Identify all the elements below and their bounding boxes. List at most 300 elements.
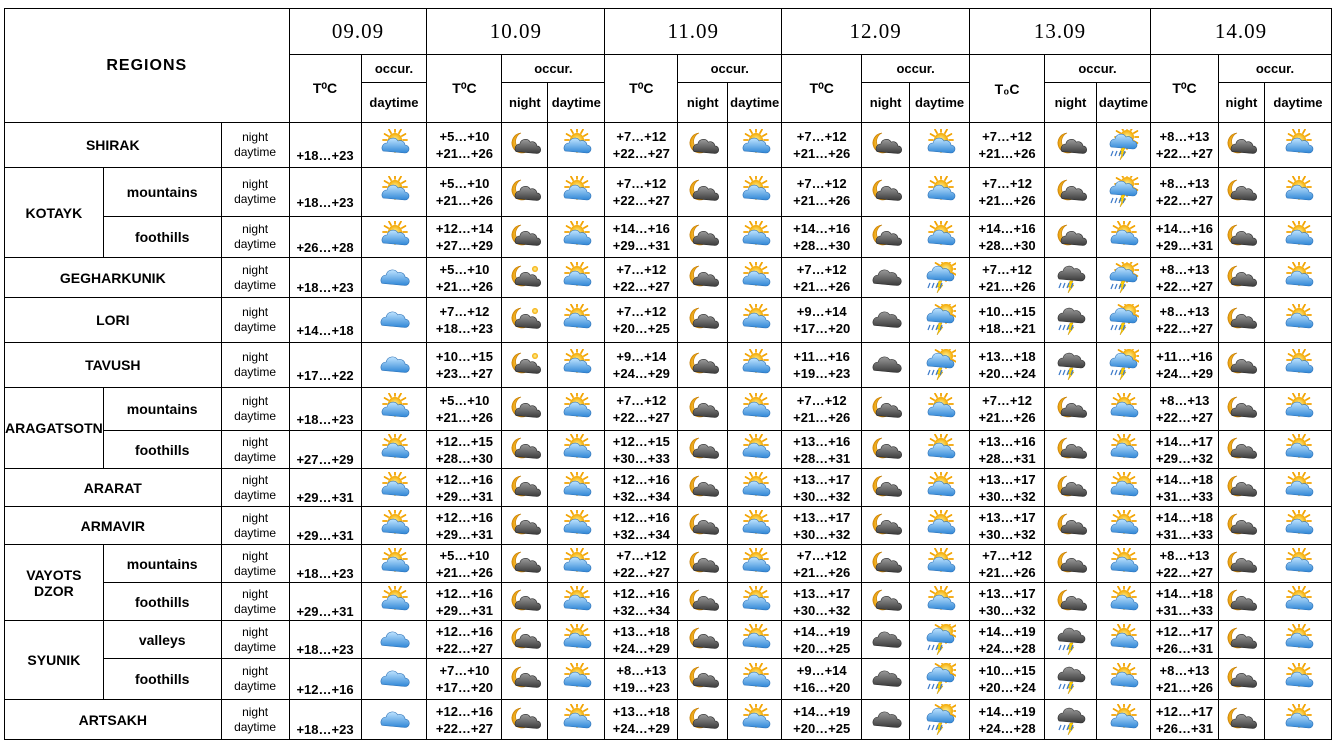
night-temp: +14…+19 <box>793 703 851 719</box>
night-weather-cell <box>862 507 910 545</box>
night-temp: +13…+18 <box>978 349 1036 364</box>
sun-cloud-icon <box>362 129 427 161</box>
day-weather-cell <box>1096 168 1150 217</box>
moon-cloud-icon <box>1045 393 1096 425</box>
moon-cloud-icon <box>1219 548 1264 580</box>
temp-cell: +18…+23 <box>289 168 361 217</box>
night-temp: +7…+10 <box>439 663 490 678</box>
day-temp: +22…+27 <box>612 146 670 161</box>
daytime-header: daytime <box>910 83 970 123</box>
night-label: night <box>242 548 269 563</box>
sun-cloud-icon <box>1265 349 1331 381</box>
sun-cloud-icon <box>548 548 604 580</box>
night-weather-cell <box>678 388 728 431</box>
dark-cloud-storm-icon <box>1045 262 1096 294</box>
day-temp: +30…+32 <box>793 488 851 504</box>
moon-cloud-icon <box>678 393 727 425</box>
sub-region-name: foothills <box>103 659 221 700</box>
moon-cloud-icon <box>678 221 727 253</box>
occur-header: occur. <box>502 55 605 83</box>
night-weather-cell <box>1045 298 1097 343</box>
moon-cloud-icon <box>502 704 547 736</box>
night-temp: +13…+17 <box>793 509 851 525</box>
sub-region-name: valleys <box>103 621 221 659</box>
night-label: night <box>242 624 269 639</box>
night-weather-cell <box>678 659 728 700</box>
night-weather-cell <box>502 168 548 217</box>
temp-cell <box>605 298 678 343</box>
night-weather-cell <box>1218 168 1264 217</box>
temp-cell <box>782 168 862 217</box>
temp-cell <box>970 469 1045 507</box>
moon-cloud-icon <box>862 510 909 542</box>
night-temp: +13…+17 <box>793 585 851 601</box>
day-temp: +21…+26 <box>435 193 493 208</box>
sun-cloud-icon <box>1097 704 1150 736</box>
temp-cell: +18…+23 <box>289 700 361 740</box>
day-weather-cell <box>548 298 605 343</box>
daytime-label: daytime <box>234 277 277 292</box>
day-weather-cell <box>548 700 605 740</box>
night-daytime-labels <box>221 298 289 343</box>
daytime-header: daytime <box>548 83 605 123</box>
dark-cloud-storm-icon <box>1045 704 1096 736</box>
daytime-header: daytime <box>361 83 427 123</box>
moon-cloud-icon <box>1219 349 1264 381</box>
temp-cell <box>970 700 1045 740</box>
night-label: night <box>242 394 269 408</box>
temp-cell <box>605 583 678 621</box>
moon-cloud-icon <box>862 434 909 466</box>
daytime-label: daytime <box>234 487 277 502</box>
day-temp: +21…+26 <box>978 278 1036 294</box>
region-name: ARTSAKH <box>5 700 222 740</box>
day-temp: +31…+33 <box>1155 526 1213 542</box>
night-daytime-labels <box>221 507 289 545</box>
day-weather-cell <box>1096 583 1150 621</box>
day-weather-cell <box>548 123 605 168</box>
night-weather-cell <box>502 469 548 507</box>
dark-cloud-icon <box>862 304 909 336</box>
night-weather-cell <box>678 343 728 388</box>
weather-cell <box>361 431 427 469</box>
day-temp: +21…+26 <box>793 146 851 161</box>
night-weather-cell <box>862 168 910 217</box>
moon-cloud-icon <box>862 472 909 504</box>
day-weather-cell <box>728 217 782 258</box>
cloud-icon <box>362 349 427 381</box>
day-weather-cell <box>1096 343 1150 388</box>
sun-cloud-icon <box>1265 393 1331 425</box>
temp-header: T⁰C <box>782 55 862 123</box>
night-daytime-labels <box>221 258 289 298</box>
night-weather-cell <box>1045 545 1097 583</box>
night-weather-cell <box>502 431 548 469</box>
day-weather-cell <box>548 659 605 700</box>
night-temp: +14…+16 <box>1155 221 1213 236</box>
day-weather-cell <box>1096 298 1150 343</box>
temp-cell <box>1150 583 1218 621</box>
night-weather-cell <box>1218 388 1264 431</box>
night-weather-cell <box>1045 343 1097 388</box>
night-temp: +10…+15 <box>978 663 1036 678</box>
night-temp: +7…+12 <box>982 261 1032 277</box>
moon-cloud-icon <box>678 472 727 504</box>
cloud-icon <box>362 624 427 656</box>
night-temp: +13…+16 <box>978 433 1036 449</box>
night-weather-cell <box>1218 298 1264 343</box>
sun-cloud-icon <box>1265 262 1331 294</box>
day-temp: +26…+31 <box>1155 720 1213 736</box>
weather-cell <box>361 659 427 700</box>
temp-cell <box>782 700 862 740</box>
temp-cell <box>782 431 862 469</box>
night-temp: +13…+17 <box>978 471 1036 487</box>
sun-cloud-icon <box>1265 663 1331 695</box>
night-label: night <box>242 130 269 144</box>
temp-cell <box>782 298 862 343</box>
night-weather-cell <box>502 258 548 298</box>
occur-header: occur. <box>1045 55 1151 83</box>
moon-cloud-icon <box>502 586 547 618</box>
temp-cell: +26…+28 <box>289 217 361 258</box>
day-temp: +24…+28 <box>978 640 1036 656</box>
night-weather-cell <box>678 217 728 258</box>
temp-cell <box>427 217 502 258</box>
day-weather-cell <box>548 343 605 388</box>
night-temp: +10…+15 <box>435 349 493 364</box>
day-weather-cell <box>910 583 970 621</box>
day-temp: +22…+27 <box>1155 278 1213 294</box>
moon-cloud-icon <box>1219 624 1264 656</box>
sun-cloud-icon <box>728 393 781 425</box>
day-temp: +28…+30 <box>435 450 493 466</box>
day-temp: +21…+26 <box>435 278 493 294</box>
temp-cell <box>427 583 502 621</box>
moon-cloud-icon <box>678 434 727 466</box>
day-weather-cell <box>910 621 970 659</box>
sun-cloud-icon <box>728 548 781 580</box>
day-temp: +20…+25 <box>612 321 670 336</box>
occur-header: occur. <box>862 55 970 83</box>
temp-cell: +17…+22 <box>289 343 361 388</box>
night-weather-cell <box>1218 700 1264 740</box>
sun-cloud-icon <box>1097 663 1150 695</box>
dark-cloud-icon <box>862 624 909 656</box>
date-header: 12.09 <box>782 9 970 55</box>
day-weather-cell <box>910 168 970 217</box>
night-weather-cell <box>678 431 728 469</box>
day-weather-cell <box>910 700 970 740</box>
temp-cell: +18…+23 <box>289 545 361 583</box>
day-temp: +29…+31 <box>612 238 670 253</box>
night-temp: +13…+17 <box>978 585 1036 601</box>
sun-cloud-icon <box>548 510 604 542</box>
daytime-label: daytime <box>234 601 277 616</box>
day-temp: +18…+21 <box>978 321 1036 336</box>
night-temp: +8…+13 <box>616 663 667 678</box>
dark-cloud-storm-icon <box>1045 304 1096 336</box>
weather-cell <box>361 388 427 431</box>
region-name: SYUNIK <box>5 621 104 700</box>
temp-cell <box>427 258 502 298</box>
day-temp: +29…+31 <box>435 526 493 542</box>
sun-cloud-icon <box>728 262 781 294</box>
sun-cloud-icon <box>1097 510 1150 542</box>
sun-cloud-icon <box>362 586 427 618</box>
weather-cell <box>361 469 427 507</box>
sun-cloud-icon <box>1097 548 1150 580</box>
night-daytime-labels <box>221 168 289 217</box>
sun-cloud-icon <box>362 221 427 253</box>
cloud-icon <box>362 304 427 336</box>
day-temp: +21…+26 <box>435 564 493 580</box>
day-weather-cell <box>1096 659 1150 700</box>
sub-region-name: foothills <box>103 583 221 621</box>
night-temp: +12…+16 <box>612 509 670 525</box>
weather-cell <box>361 298 427 343</box>
day-weather-cell <box>548 545 605 583</box>
temp-cell <box>605 123 678 168</box>
temp-cell <box>605 168 678 217</box>
night-daytime-labels <box>221 388 289 431</box>
night-temp: +7…+12 <box>982 129 1032 144</box>
table-row <box>5 217 1332 258</box>
cloud-icon <box>362 704 427 736</box>
night-weather-cell <box>1045 700 1097 740</box>
sun-cloud-icon <box>548 586 604 618</box>
temp-cell <box>605 545 678 583</box>
moon-cloud-icon <box>1045 221 1096 253</box>
daytime-header: daytime <box>1264 83 1331 123</box>
night-label: night <box>242 434 269 449</box>
temp-cell <box>427 700 502 740</box>
sub-region-name: mountains <box>103 168 221 217</box>
temp-cell <box>605 507 678 545</box>
night-weather-cell <box>502 343 548 388</box>
table-row <box>5 507 1332 545</box>
region-name: ARMAVIR <box>5 507 222 545</box>
sun-cloud-icon <box>548 472 604 504</box>
night-weather-cell <box>1045 469 1097 507</box>
day-weather-cell <box>1096 217 1150 258</box>
day-temp: +21…+26 <box>793 193 851 208</box>
day-weather-cell <box>910 123 970 168</box>
day-temp: +20…+25 <box>793 720 851 736</box>
night-temp: +7…+12 <box>616 129 667 144</box>
moon-cloud-icon <box>1219 472 1264 504</box>
night-temp: +14…+17 <box>1155 433 1213 449</box>
temp-cell <box>1150 507 1218 545</box>
table-body <box>5 123 1332 740</box>
night-temp: +7…+12 <box>616 261 667 277</box>
daytime-label: daytime <box>234 192 277 206</box>
sun-cloud-icon <box>1265 548 1331 580</box>
temp-cell <box>427 123 502 168</box>
day-weather-cell <box>1264 469 1331 507</box>
temp-cell <box>782 583 862 621</box>
sun-cloud-icon <box>1097 472 1150 504</box>
day-weather-cell <box>728 388 782 431</box>
sun-cloud-icon <box>362 510 427 542</box>
night-weather-cell <box>678 545 728 583</box>
day-weather-cell <box>548 388 605 431</box>
day-weather-cell <box>910 507 970 545</box>
night-temp: +14…+18 <box>1155 509 1213 525</box>
temp-cell <box>1150 545 1218 583</box>
night-temp: +14…+18 <box>1155 471 1213 487</box>
temp-cell <box>427 621 502 659</box>
region-name: KOTAYK <box>5 168 104 258</box>
table-row <box>5 431 1332 469</box>
moon-cloud-icon <box>678 176 727 208</box>
occur-header: occur. <box>361 55 427 83</box>
day-temp: +19…+23 <box>612 680 670 695</box>
sun-cloud-icon <box>728 176 781 208</box>
day-temp: +30…+32 <box>793 602 851 618</box>
day-temp: +23…+27 <box>435 366 493 381</box>
temp-header: T⁰C <box>1150 55 1218 123</box>
day-temp: +21…+26 <box>793 278 851 294</box>
moon-cloud-icon <box>1045 472 1096 504</box>
sun-cloud-icon <box>548 129 604 161</box>
day-weather-cell <box>910 388 970 431</box>
temp-cell <box>427 469 502 507</box>
temp-cell <box>605 431 678 469</box>
night-temp: +8…+13 <box>1159 129 1210 144</box>
moon-cloud-icon <box>1045 510 1096 542</box>
night-daytime-labels <box>221 217 289 258</box>
moon-cloud-icon <box>1219 221 1264 253</box>
night-daytime-labels <box>221 431 289 469</box>
sun-cloud-icon <box>910 129 969 161</box>
night-temp: +8…+13 <box>1159 304 1210 319</box>
night-weather-cell <box>678 583 728 621</box>
night-temp: +11…+16 <box>793 349 850 364</box>
night-temp: +13…+16 <box>793 433 851 449</box>
table-row <box>5 258 1332 298</box>
night-weather-cell <box>1045 217 1097 258</box>
dark-cloud-storm-icon <box>1045 624 1096 656</box>
night-weather-cell <box>862 621 910 659</box>
region-name: VAYOTS DZOR <box>5 545 104 621</box>
temp-cell <box>605 659 678 700</box>
temp-cell <box>782 659 862 700</box>
night-weather-cell <box>502 659 548 700</box>
sun-cloud-icon <box>728 129 781 161</box>
night-label: night <box>242 262 269 277</box>
temp-cell <box>1150 659 1218 700</box>
night-weather-cell <box>678 621 728 659</box>
day-weather-cell <box>548 431 605 469</box>
day-weather-cell <box>1096 621 1150 659</box>
night-temp: +8…+13 <box>1159 393 1210 408</box>
date-header: 14.09 <box>1150 9 1331 55</box>
date-header: 10.09 <box>427 9 605 55</box>
temp-cell: +14…+18 <box>289 298 361 343</box>
day-temp: +21…+26 <box>978 410 1036 425</box>
night-temp: +14…+18 <box>1155 585 1213 601</box>
day-weather-cell <box>910 217 970 258</box>
day-temp: +20…+25 <box>793 640 851 656</box>
dark-cloud-storm-icon <box>1045 663 1096 695</box>
day-temp: +32…+34 <box>612 488 670 504</box>
day-temp: +22…+27 <box>1155 410 1213 425</box>
day-weather-cell <box>728 507 782 545</box>
night-label: night <box>242 586 269 601</box>
temp-cell <box>970 659 1045 700</box>
temp-cell <box>427 431 502 469</box>
sun-cloud-icon <box>728 510 781 542</box>
daytime-label: daytime <box>234 449 277 464</box>
night-header: night <box>862 83 910 123</box>
sun-cloud-icon <box>728 434 781 466</box>
night-temp: +7…+12 <box>982 393 1032 408</box>
sun-storm-icon <box>1097 129 1150 161</box>
day-temp: +30…+33 <box>612 450 670 466</box>
table-row <box>5 388 1332 431</box>
night-temp: +5…+10 <box>439 129 490 144</box>
moon-cloud-icon <box>862 393 909 425</box>
date-header: 13.09 <box>970 9 1151 55</box>
night-label: night <box>242 305 269 319</box>
night-label: night <box>242 510 269 525</box>
moon-cloud-icon <box>862 176 909 208</box>
day-temp: +17…+20 <box>793 321 851 336</box>
night-weather-cell <box>502 217 548 258</box>
night-temp: +12…+15 <box>612 433 670 449</box>
temp-cell <box>605 621 678 659</box>
temp-cell <box>605 700 678 740</box>
night-weather-cell <box>862 298 910 343</box>
day-weather-cell <box>1264 217 1331 258</box>
cloud-icon <box>362 663 427 695</box>
day-weather-cell <box>1264 659 1331 700</box>
dark-cloud-icon <box>862 349 909 381</box>
night-temp: +11…+16 <box>1156 349 1213 364</box>
sun-cloud-icon <box>910 434 969 466</box>
dark-cloud-storm-icon <box>1045 349 1096 381</box>
sun-cloud-icon <box>548 221 604 253</box>
night-temp: +12…+14 <box>435 221 493 236</box>
day-weather-cell <box>728 700 782 740</box>
day-weather-cell <box>1096 545 1150 583</box>
day-temp: +24…+29 <box>612 366 670 381</box>
temp-cell: +12…+16 <box>289 659 361 700</box>
sun-cloud-icon <box>548 434 604 466</box>
day-temp: +30…+32 <box>793 526 851 542</box>
forecast-table <box>4 8 1332 740</box>
sun-cloud-icon <box>1097 221 1150 253</box>
day-temp: +21…+26 <box>435 146 493 161</box>
night-weather-cell <box>862 659 910 700</box>
night-temp: +13…+17 <box>978 509 1036 525</box>
region-name: SHIRAK <box>5 123 222 168</box>
day-temp: +28…+31 <box>793 450 851 466</box>
moon-cloud-icon <box>502 472 547 504</box>
day-temp: +27…+29 <box>435 238 493 253</box>
day-weather-cell <box>910 431 970 469</box>
night-temp: +12…+16 <box>435 585 493 601</box>
day-temp: +22…+27 <box>1155 564 1213 580</box>
night-temp: +12…+16 <box>435 703 493 719</box>
night-temp: +13…+17 <box>793 471 851 487</box>
moon-cloud-icon <box>1219 586 1264 618</box>
moon-cloud-icon <box>502 221 547 253</box>
temp-cell <box>782 388 862 431</box>
night-daytime-labels <box>221 700 289 740</box>
temp-cell: +18…+23 <box>289 123 361 168</box>
